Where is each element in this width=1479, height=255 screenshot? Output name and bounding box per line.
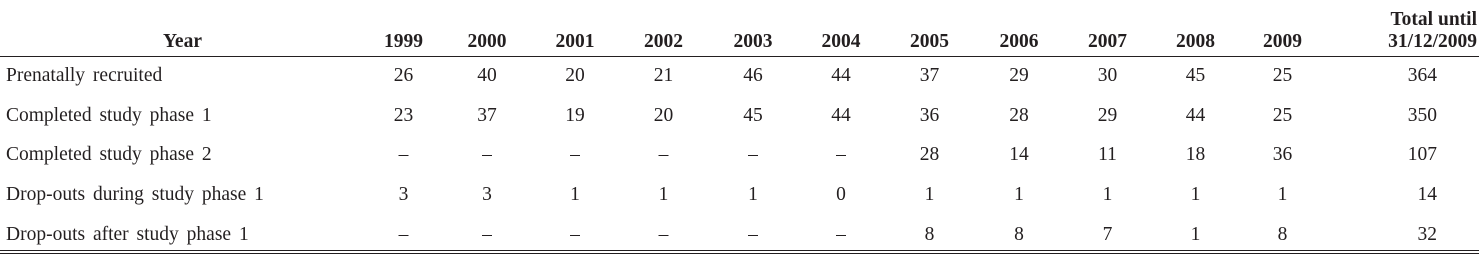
table-cell: – [398,144,409,166]
row-label: Prenatally recruited [6,65,163,87]
row-label: Completed study phase 1 [6,104,212,126]
bottom-rule [0,250,1479,251]
header-year-cell: 2006 [974,0,1064,56]
bottom-rule [0,253,1479,254]
table-cell: 37 [477,104,497,126]
header-year-cell: 2002 [618,0,709,56]
table-cell: 1 [570,184,580,206]
table-cell: – [570,144,580,166]
total-cell: 364 [1407,65,1437,87]
table-cell: 30 [1097,65,1118,87]
table-cell: 3 [398,184,409,206]
table-cell: 44 [831,104,851,126]
table-cell: 37 [919,65,940,87]
table-cell: 1 [1190,223,1201,245]
table-row [0,96,1479,136]
table-cell: 8 [1277,223,1288,245]
table-row [0,215,1479,255]
row-label: Drop-outs after study phase 1 [6,223,249,245]
table-cell: 45 [743,104,763,126]
table-cell: 40 [477,65,497,87]
table-cell: 21 [653,65,674,87]
table-cell: 20 [565,65,585,87]
table-cell: 44 [831,65,851,87]
table-cell: – [836,223,846,245]
table-cell: 25 [1272,65,1293,87]
table-cell: 14 [1009,144,1029,166]
table-cell: 8 [924,223,935,245]
table-cell: – [482,223,492,245]
table-cell: 26 [393,65,414,87]
header-year-cell: 2003 [709,0,797,56]
table-cell: 1 [748,184,758,206]
table-row [0,136,1479,176]
header-total [1325,0,1479,56]
total-cell: 350 [1407,104,1437,126]
header-row [0,0,1479,56]
table-cell: 28 [1009,104,1029,126]
header-year-cell: 2000 [442,0,532,56]
table-cell: 7 [1102,223,1113,245]
header-year-cell: 2001 [532,0,618,56]
table-row [0,56,1479,96]
row-label: Drop-outs during study phase 1 [6,184,264,206]
table-cell: – [748,144,758,166]
table-cell: 8 [1014,223,1024,245]
table-cell: 29 [1097,104,1118,126]
table-cell: 36 [1272,144,1293,166]
table-cell: 25 [1272,104,1293,126]
header-total-line2: 31/12/2009 [1388,30,1477,52]
header-total-line1: Total until [1390,8,1477,30]
table-cell: 23 [393,104,414,126]
table-cell: 0 [836,184,846,206]
header-year-cell: 2007 [1064,0,1151,56]
table-cell: 1 [1014,184,1024,206]
table-cell: – [836,144,846,166]
header-year-cell: 2004 [797,0,885,56]
table-cell: 11 [1098,144,1117,166]
header-year-cell: 2008 [1151,0,1240,56]
header-year-cell: 2009 [1240,0,1325,56]
table-cell: – [482,144,492,166]
table-cell: 44 [1185,104,1206,126]
header-year: Year [0,0,365,56]
table-cell: 19 [565,104,585,126]
header-year-cell: 1999 [365,0,442,56]
table-cell: – [748,223,758,245]
table-cell: – [658,223,669,245]
table-cell: – [398,223,409,245]
total-cell: 107 [1407,144,1437,166]
row-label: Completed study phase 2 [6,144,212,166]
table-cell: 1 [658,184,669,206]
table-cell: – [570,223,580,245]
table-cell: 28 [919,144,940,166]
header-year-cell: 2005 [885,0,974,56]
total-cell: 14 [1417,184,1437,206]
table-cell: 1 [1277,184,1288,206]
table-row [0,175,1479,215]
table-cell: 1 [1102,184,1113,206]
table-cell: 18 [1185,144,1206,166]
table-cell: 1 [1190,184,1201,206]
total-cell: 32 [1417,223,1437,245]
table-body [0,56,1479,254]
table-cell: 45 [1185,65,1206,87]
table-cell: 1 [924,184,935,206]
table-cell: – [658,144,669,166]
table-cell: 46 [743,65,763,87]
table-cell: 3 [482,184,492,206]
table-cell: 20 [653,104,674,126]
table-cell: 36 [919,104,940,126]
table-cell: 29 [1009,65,1029,87]
